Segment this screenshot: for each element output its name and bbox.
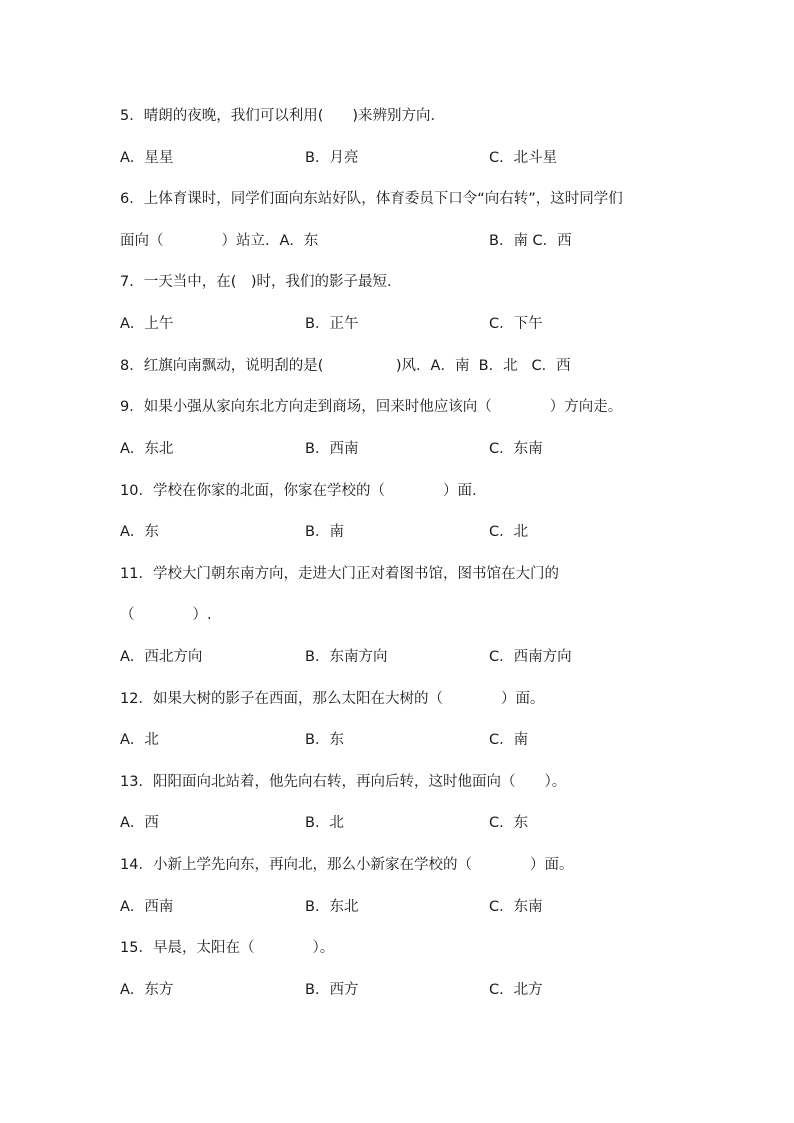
- question-7-option-b: B．正午: [305, 316, 359, 332]
- question-5-option-b: B．月亮: [305, 150, 359, 166]
- question-13-option-a: A．西: [120, 815, 159, 831]
- question-10-stem: 10．学校在你家的北面，你家在学校的（ ）面．: [120, 483, 487, 499]
- question-5-option-a: A．星星: [120, 150, 174, 166]
- question-6-options-inline: B．南 C．西: [489, 233, 572, 249]
- question-5-stem: 5．晴朗的夜晚，我们可以利用( )来辨别方向．: [120, 108, 446, 124]
- question-15-option-c: C．北方: [489, 982, 543, 998]
- question-15-stem: 15．早晨，太阳在（ ）。: [120, 940, 335, 956]
- question-15-option-a: A．东方: [120, 982, 174, 998]
- question-14-option-a: A．西南: [120, 899, 174, 915]
- question-11-option-b: B．东南方向: [305, 649, 388, 665]
- question-9-option-b: B．西南: [305, 441, 359, 457]
- question-10-option-a: A．东: [120, 524, 159, 540]
- question-7-option-a: A．上午: [120, 316, 174, 332]
- question-7-option-c: C．下午: [489, 316, 543, 332]
- question-6-stem: 6．上体育课时，同学们面向东站好队，体育委员下口令“向右转”，这时同学们: [120, 191, 623, 207]
- question-14-stem: 14．小新上学先向东，再向北，那么小新家在学校的（ ）面。: [120, 857, 574, 873]
- question-8-stem: 8．红旗向南飘动，说明刮的是( )风．A．南 B．北 C．西: [120, 358, 571, 374]
- question-13-option-b: B．北: [305, 815, 344, 831]
- question-13-option-c: C．东: [489, 815, 529, 831]
- question-14-option-c: C．东南: [489, 899, 543, 915]
- question-7-stem: 7．一天当中，在( )时，我们的影子最短．: [120, 274, 402, 290]
- question-11-option-a: A．西北方向: [120, 649, 203, 665]
- question-9-stem: 9．如果小强从家向东北方向走到商场，回来时他应该向（ ）方向走。: [120, 399, 623, 415]
- question-13-stem: 13．阳阳面向北站着，他先向右转，再向后转，这时他面向（ ）。: [120, 774, 567, 790]
- question-11-option-c: C．西南方向: [489, 649, 572, 665]
- question-11-stem-continued: （ ）.: [120, 607, 212, 623]
- question-6-stem-continued: 面向（ ）站立．A．东: [120, 233, 319, 249]
- question-9-option-c: C．东南: [489, 441, 543, 457]
- question-12-option-b: B．东: [305, 732, 344, 748]
- question-12-option-a: A．北: [120, 732, 159, 748]
- question-10-option-b: B．南: [305, 524, 344, 540]
- question-14-option-b: B．东北: [305, 899, 359, 915]
- question-9-option-a: A．东北: [120, 441, 174, 457]
- question-5-option-c: C．北斗星: [489, 150, 558, 166]
- question-12-option-c: C．南: [489, 732, 529, 748]
- question-10-option-c: C．北: [489, 524, 529, 540]
- question-12-stem: 12．如果大树的影子在西面，那么太阳在大树的（ ）面。: [120, 691, 545, 707]
- question-11-stem: 11．学校大门朝东南方向，走进大门正对着图书馆，图书馆在大门的: [120, 566, 559, 582]
- question-15-option-b: B．西方: [305, 982, 359, 998]
